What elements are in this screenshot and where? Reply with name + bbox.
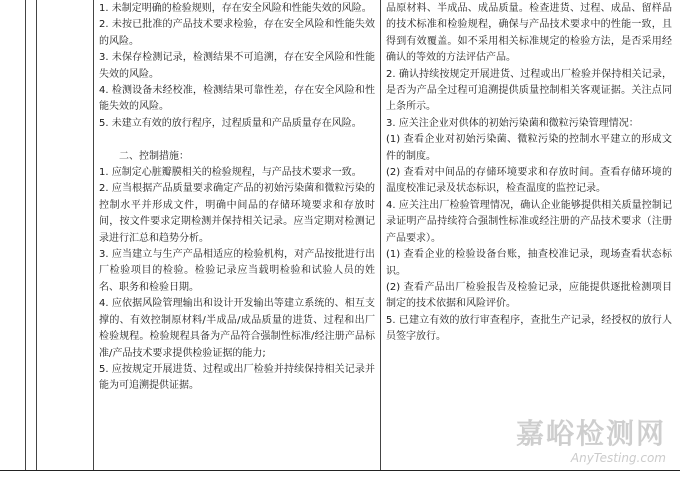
inspection-item: 4. 应关注出厂检验管理情况，确认企业能够提供相关质量控制记录证明产品持续符合强制性标准或经注册的产品技术要求（注册产品要求）。 [386,199,672,244]
control-item: 4. 应依据风险管理输出和设计开发输出等建立系统的、相互支撑的、有效控制原材料/半成品/成品质量的进货、过程和出厂检验规程。检验规程具备为产品符合强制性标准/经注册产品标准/产品技术要求提供检验证据的能力; [99,298,375,359]
risk-item: 5. 未建立有效的放行程序，过程质量和产品质量存在风险。 [99,117,362,129]
inspection-item: 3. 应关注企业对供体的初始污染菌和微粒污染管理情况： [386,117,639,129]
risk-item: 2. 未按已批准的产品技术要求检验，存在安全风险和性能失效的风险。 [99,19,375,47]
inspection-item: 2. 确认持续按规定开展进货、过程或出厂检验并保持相关记录，是否为产品全过程可追溯提供质量控制相关客观证据。关注点同上条所示。 [386,68,672,113]
risk-item: 4. 检测设备未经校准，检测结果可靠性差，存在安全风险和性能失效的风险。 [99,85,375,113]
inspection-item: (1) 查看企业对初始污染菌、微粒污染的控制水平建立的形成文件的制度。 [386,134,672,162]
table-divider [25,0,26,470]
control-item: 2. 应当根据产品质量要求确定产品的初始污染菌和微粒污染的控制水平并形成文件，明确中间品的存储环境要求和存放时间，按文件要求定期检测并保持相关记录。应当定期对检测记录进行汇总和趋势分析。 [99,183,375,244]
watermark-english: AnyTesting.com [570,451,666,465]
table-divider [93,0,94,470]
spacer [99,132,375,148]
risk-item: 1. 未制定明确的检验规则，存在安全风险和性能失效的风险。 [99,3,372,14]
inspection-item: 品原材料、半成品、成品质量。检查进货、过程、成品、留样品的技术标准和检验规程，确保与产品技术要求中的性能一致，且得到有效覆盖。如不采用相关标准规定的检验方法，是否采用经确认的等效的方法评估产品。 [386,3,672,64]
risk-item: 3. 未保存检测记录，检测结果不可追溯，存在安全风险和性能失效的风险。 [99,52,375,80]
table-divider [380,0,381,470]
inspection-item: 5. 已建立有效的放行审查程序，查批生产记录，经授权的放行人员签字放行。 [386,314,672,343]
control-item: 5. 应按规定开展进货、过程或出厂检验并持续保持相关记录并能为可追溯提供证据。 [99,363,375,392]
control-item: 1. 应制定心脏瓣膜相关的检验规程，与产品技术要求一致。 [99,167,362,179]
inspection-item: (1) 查看企业的检验设备台账，抽查校准记录，现场查看状态标识。 [386,249,672,277]
control-item: 3. 应当建立与生产产品相适应的检验机构，对产品按批进行出厂检验项目的检验。检验记录应当载明检验和试验人员的姓名、职务和检验日期。 [99,249,375,293]
table-divider [36,0,37,470]
inspection-item: (2) 查看产品出厂检验报告及检验记录，应能提供逐批检测项目制定的技术依据和风险评价。 [386,281,672,310]
risk-and-control-cell [99,1,375,395]
watermark-chinese: 嘉峪检测网 [515,417,666,450]
inspection-item: (2) 查看对中间品的存储环境要求和存放时间。查看存储环境的温度校准记录及状态标识，检查温度的监控记录。 [386,167,672,195]
control-heading: 二、控制措施： [119,150,189,162]
inspection-points-cell [386,1,672,346]
